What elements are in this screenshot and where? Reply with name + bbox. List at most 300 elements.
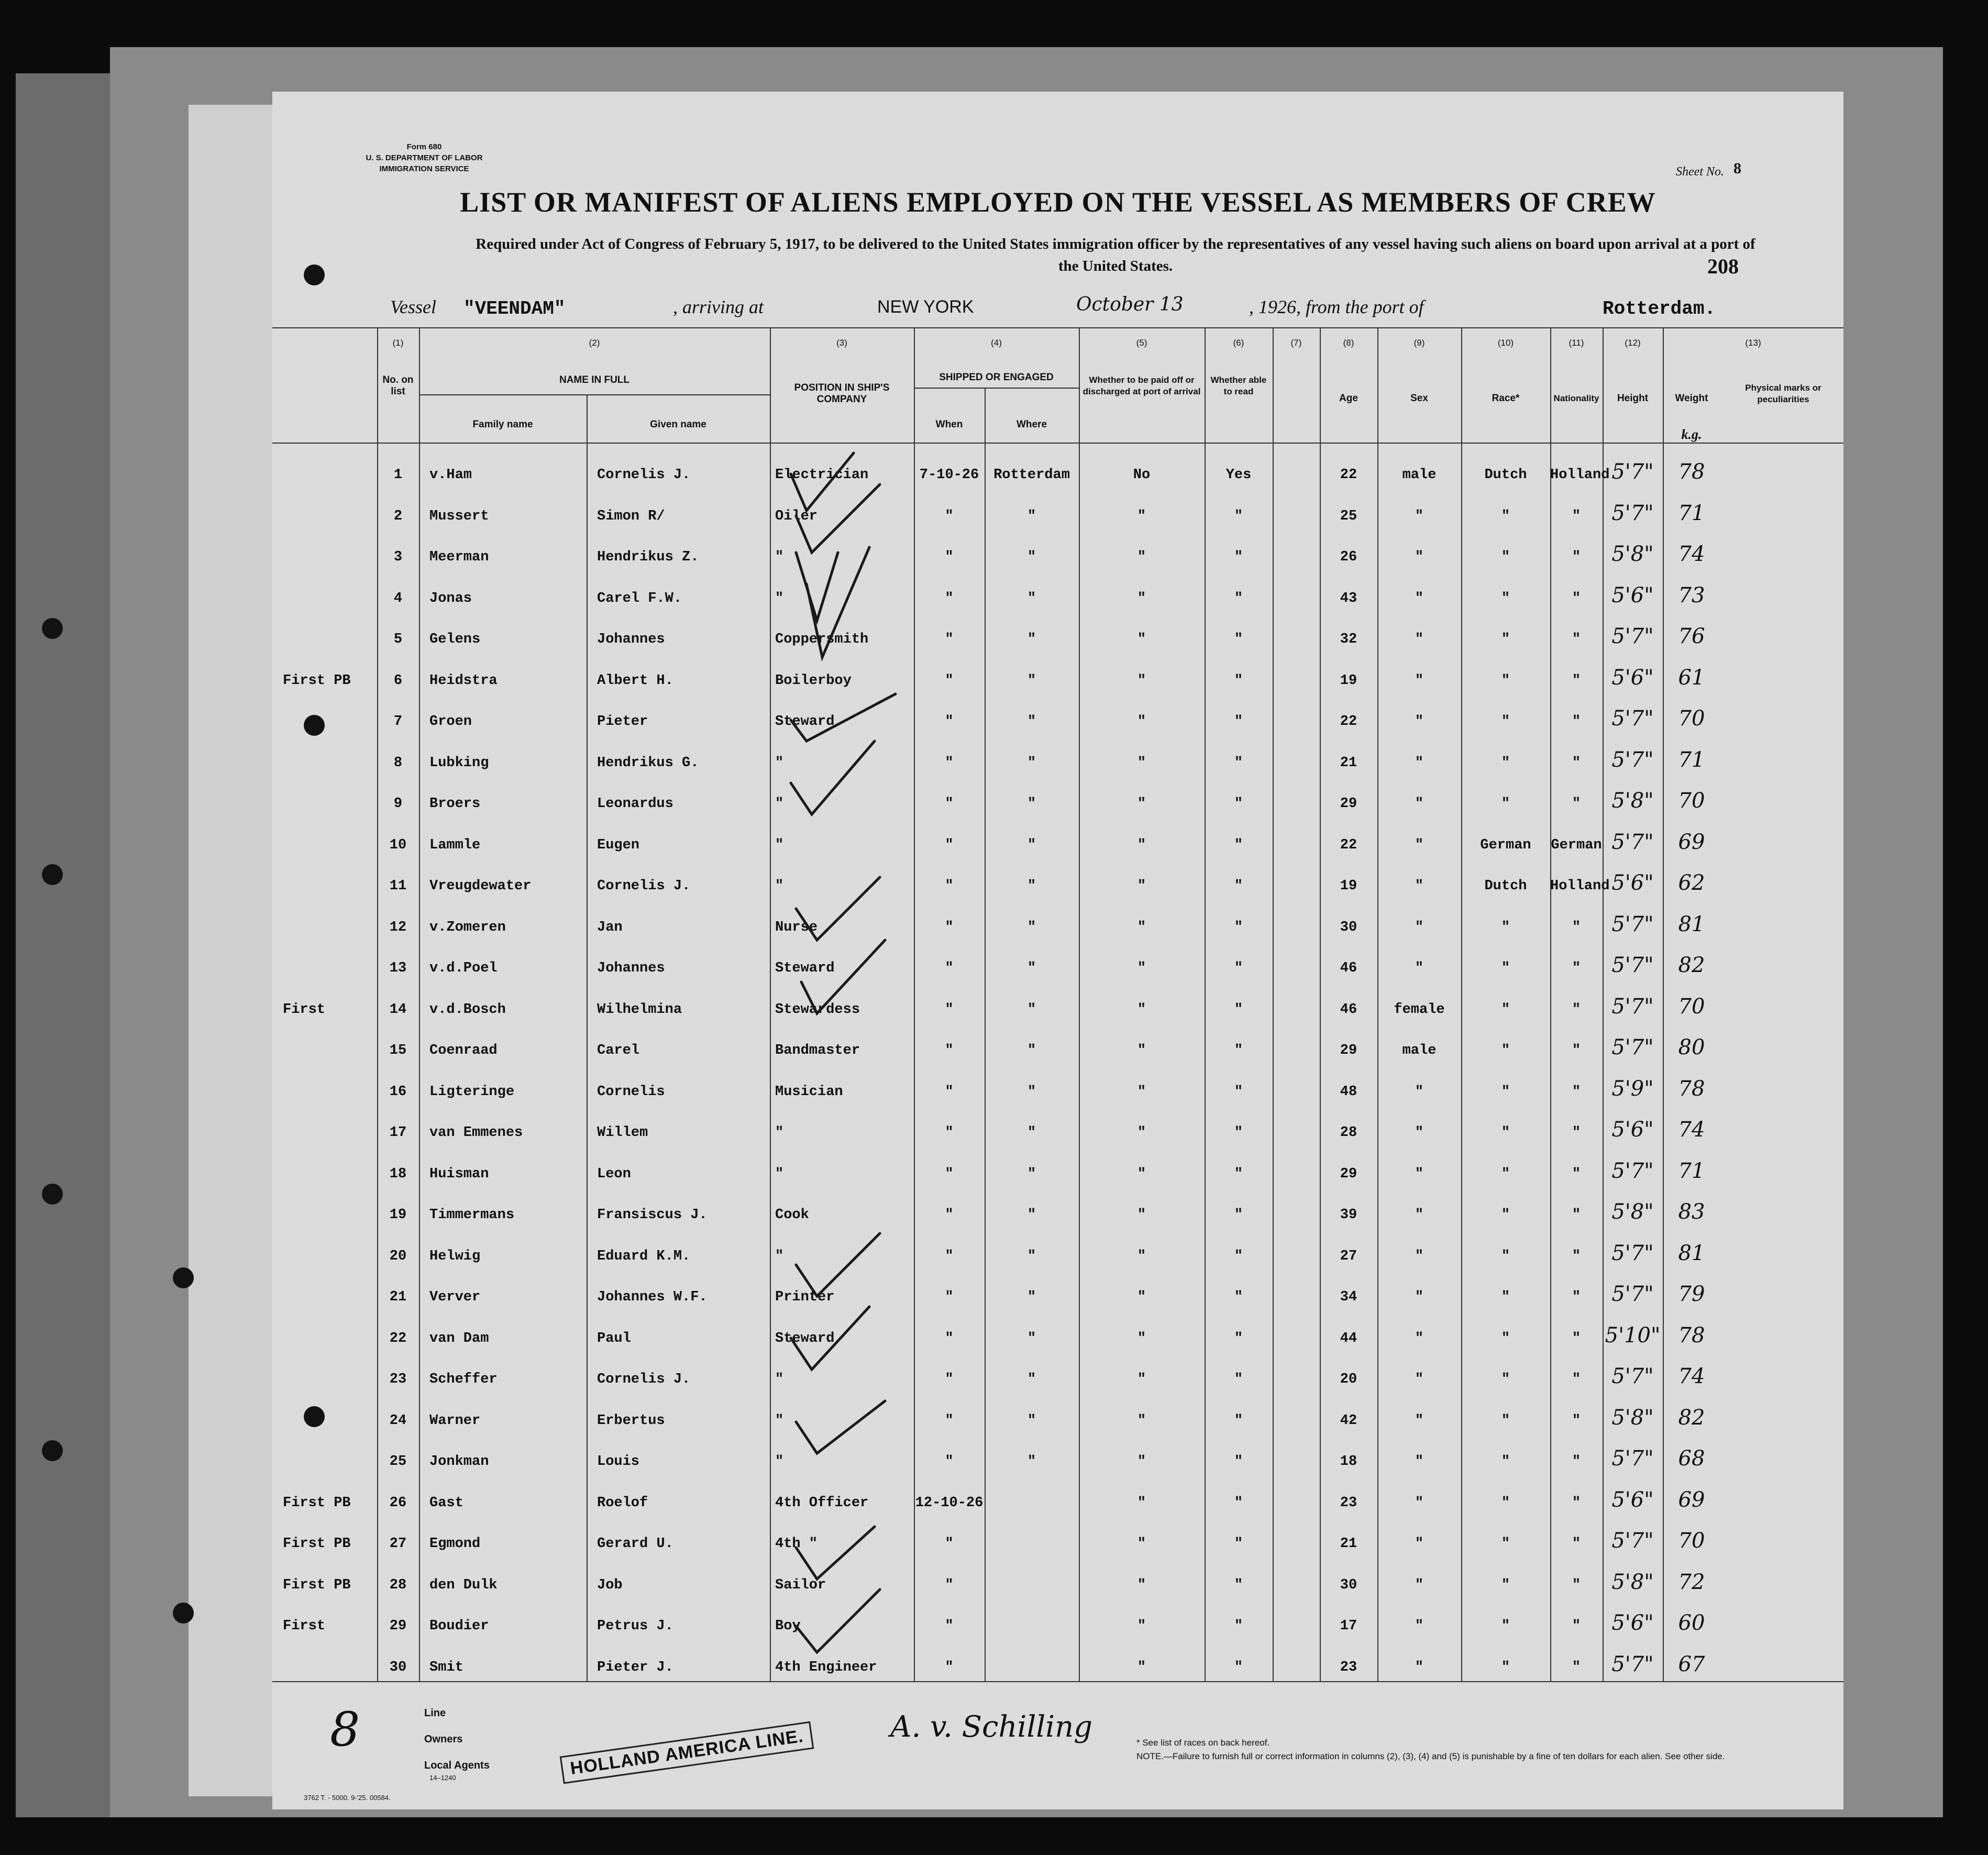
sheet-label: Sheet No. <box>1676 165 1724 179</box>
cell-no: 9 <box>393 796 403 812</box>
cell-no: 10 <box>389 837 407 853</box>
cell-height: 5'7" <box>1611 1529 1654 1553</box>
cell-where: " <box>1027 508 1036 524</box>
owners-label: Owners <box>424 1733 463 1745</box>
col-header-shipped: SHIPPED OR ENGAGED <box>939 372 1054 383</box>
cell-nationality: " <box>1572 590 1581 606</box>
cell-position: " <box>775 796 784 812</box>
cell-race: " <box>1501 590 1510 606</box>
cell-height: 5'8" <box>1611 542 1654 566</box>
cell-when: " <box>945 1330 954 1346</box>
cell-no: 3 <box>393 549 403 565</box>
cell-nationality: " <box>1572 1536 1581 1552</box>
cell-nationality: " <box>1572 1125 1581 1141</box>
cell-family: Jonas <box>429 590 472 606</box>
cell-height: 5'7" <box>1611 706 1654 731</box>
cell-sex: " <box>1415 1289 1424 1305</box>
cell-paid: " <box>1137 1618 1146 1634</box>
cell-no: 12 <box>389 919 407 935</box>
vessel-name: "VEENDAM" <box>463 298 566 319</box>
crew-row <box>272 1566 1843 1605</box>
cell-where: " <box>1027 796 1036 812</box>
cell-age: 26 <box>1340 549 1357 565</box>
cell-race: " <box>1501 755 1510 771</box>
cell-sex: " <box>1415 1618 1424 1634</box>
cell-when: " <box>945 1618 954 1634</box>
cell-read: " <box>1234 1618 1243 1634</box>
sheet-number: 8 <box>1733 160 1741 177</box>
cell-family: van Dam <box>429 1330 489 1346</box>
cell-race: " <box>1501 1001 1510 1018</box>
cell-given: Johannes <box>597 960 665 976</box>
footnotes <box>1136 1736 1725 1763</box>
cell-where: " <box>1027 1372 1036 1387</box>
cell-family: v.Zomeren <box>429 919 506 935</box>
cell-paid: " <box>1137 837 1146 853</box>
cell-weight: 82 <box>1678 1405 1705 1430</box>
cell-position: Boy <box>775 1618 801 1634</box>
cell-family: Jonkman <box>429 1454 489 1470</box>
cell-race: " <box>1501 1166 1510 1182</box>
cell-no: 6 <box>393 672 403 689</box>
cell-paid: " <box>1137 755 1146 771</box>
cell-race: " <box>1501 1412 1510 1429</box>
cell-position: 4th " <box>775 1536 818 1552</box>
cell-read: " <box>1234 1001 1243 1018</box>
form-number: Form 680 <box>406 142 442 151</box>
cell-position: Steward <box>775 960 835 976</box>
cell-no: 2 <box>393 508 403 524</box>
cell-family: Groen <box>429 714 472 730</box>
cell-no: 29 <box>389 1618 407 1634</box>
cell-read: " <box>1234 1412 1243 1429</box>
cell-read: " <box>1234 919 1243 935</box>
cell-position: " <box>775 590 784 606</box>
cell-paid: " <box>1137 1207 1146 1223</box>
cell-no: 21 <box>389 1289 407 1305</box>
cell-when: " <box>945 672 954 689</box>
cell-age: 19 <box>1340 672 1357 689</box>
cell-paid: " <box>1137 1043 1146 1058</box>
crew-row <box>272 785 1843 824</box>
cell-nationality: Holland <box>1550 467 1610 483</box>
cell-given: Cornelis <box>597 1084 665 1100</box>
cell-race: " <box>1501 919 1510 935</box>
cell-race: " <box>1501 1330 1510 1346</box>
cell-age: 29 <box>1340 1166 1357 1182</box>
table-header-rule <box>272 443 1843 444</box>
col-number: (7) <box>1290 338 1302 348</box>
cell-paid: " <box>1137 590 1146 606</box>
cell-where: " <box>1027 960 1036 976</box>
print-code: 3762 T. - 5000. 9-'25. 00584. <box>304 1794 391 1802</box>
agents-label: Local Agents <box>424 1760 490 1771</box>
cell-family: Heidstra <box>429 672 498 689</box>
cell-given: Johannes W.F. <box>597 1289 708 1305</box>
cell-where: " <box>1027 1043 1036 1058</box>
cell-height: 5'7" <box>1611 501 1654 525</box>
cell-paid: " <box>1137 1495 1146 1511</box>
col-number: (3) <box>836 338 847 348</box>
cell-when: " <box>945 1289 954 1305</box>
cell-height: 5'8" <box>1611 1570 1654 1594</box>
cell-paid: " <box>1137 1659 1146 1675</box>
arrival-date: October 13 <box>1076 294 1184 315</box>
cell-paid: No <box>1133 467 1151 483</box>
cell-no: 23 <box>389 1372 407 1387</box>
cell-weight: 71 <box>1678 1158 1705 1183</box>
cell-read: " <box>1234 796 1243 812</box>
cell-nationality: German <box>1551 837 1602 853</box>
cell-weight: 69 <box>1678 830 1705 854</box>
cell-no: 25 <box>389 1454 407 1470</box>
cell-height: 5'7" <box>1611 1447 1654 1471</box>
crew-row <box>272 1442 1843 1482</box>
cell-nationality: Holland <box>1550 878 1610 894</box>
manifest-sheet <box>272 92 1843 1809</box>
cell-where: " <box>1027 1084 1036 1100</box>
cell-nationality: " <box>1572 1454 1581 1470</box>
cell-where: " <box>1027 1330 1036 1346</box>
cell-read: " <box>1234 1330 1243 1346</box>
cell-age: 39 <box>1340 1207 1357 1223</box>
cell-weight: 61 <box>1678 665 1705 690</box>
crew-row <box>272 538 1843 577</box>
cell-no: 8 <box>393 755 403 771</box>
cell-read: " <box>1234 632 1243 647</box>
cell-age: 22 <box>1340 837 1357 853</box>
cell-when: " <box>945 714 954 730</box>
cell-race: " <box>1501 960 1510 976</box>
cell-margin: First <box>283 1001 326 1018</box>
cell-race: " <box>1501 1289 1510 1305</box>
cell-weight: 80 <box>1678 1035 1705 1059</box>
cell-given: Eduard K.M. <box>597 1248 691 1264</box>
check-marks <box>775 448 922 1673</box>
cell-given: Wilhelmina <box>597 1001 682 1018</box>
cell-when: " <box>945 1577 954 1593</box>
col-number: (5) <box>1136 338 1147 348</box>
cell-where: " <box>1027 1454 1036 1470</box>
cell-sex: " <box>1415 755 1424 771</box>
cell-family: v.d.Poel <box>429 960 498 976</box>
cell-age: 23 <box>1340 1659 1357 1675</box>
arriving-label: , arriving at <box>673 296 764 317</box>
cell-race: Dutch <box>1484 467 1527 483</box>
cell-no: 7 <box>393 714 403 730</box>
cell-position: Sailor <box>775 1577 826 1593</box>
cell-when: " <box>945 1125 954 1141</box>
cell-position: " <box>775 1125 784 1141</box>
crew-row <box>272 990 1843 1030</box>
cell-where: Rotterdam <box>993 467 1070 483</box>
page-title: LIST OR MANIFEST OF ALIENS EMPLOYED ON THE VESSEL AS MEMBERS OF CREW <box>460 186 1656 218</box>
cell-when: " <box>945 632 954 647</box>
cell-height: 5'6" <box>1611 1487 1654 1512</box>
cell-sex: " <box>1415 837 1424 853</box>
cell-height: 5'7" <box>1611 1364 1654 1388</box>
cell-where: " <box>1027 837 1036 853</box>
cell-position: " <box>775 1412 784 1429</box>
cell-paid: " <box>1137 1330 1146 1346</box>
line-stamp: HOLLAND AMERICA LINE. <box>560 1721 814 1784</box>
crew-row <box>272 949 1843 988</box>
cell-nationality: " <box>1572 1084 1581 1100</box>
cell-sex: female <box>1394 1001 1445 1018</box>
cell-no: 17 <box>389 1125 407 1141</box>
cell-given: Paul <box>597 1330 631 1346</box>
cell-paid: " <box>1137 796 1146 812</box>
cell-paid: " <box>1137 632 1146 647</box>
cell-weight: 76 <box>1678 624 1705 648</box>
col-header-marks: Physical marks or peculiarities <box>1745 383 1821 404</box>
cell-where: " <box>1027 1248 1036 1264</box>
cell-when: " <box>945 1536 954 1552</box>
col-header-read: Whether able to read <box>1210 375 1267 396</box>
cell-sex: " <box>1415 1495 1424 1511</box>
cell-race: " <box>1501 1125 1510 1141</box>
cell-sex: " <box>1415 1248 1424 1264</box>
cell-height: 5'8" <box>1611 789 1654 813</box>
cell-race: " <box>1501 508 1510 524</box>
cell-no: 18 <box>389 1166 407 1182</box>
cell-sex: " <box>1415 590 1424 606</box>
cell-height: 5'6" <box>1611 665 1654 690</box>
cell-nationality: " <box>1572 960 1581 976</box>
cell-age: 21 <box>1340 1536 1357 1552</box>
cell-race: " <box>1501 1577 1510 1593</box>
cell-no: 1 <box>393 467 403 483</box>
cell-age: 32 <box>1340 632 1357 647</box>
cell-read: " <box>1234 1043 1243 1058</box>
cell-given: Albert H. <box>597 672 673 689</box>
cell-weight: 78 <box>1678 1323 1705 1348</box>
cell-sex: " <box>1415 1166 1424 1182</box>
cell-sex: " <box>1415 1454 1424 1470</box>
cell-position: 4th Engineer <box>775 1659 877 1675</box>
cell-weight: 74 <box>1678 542 1705 566</box>
cell-family: den Dulk <box>429 1577 498 1593</box>
punch-hole <box>42 618 63 639</box>
cell-no: 19 <box>389 1207 407 1223</box>
cell-age: 29 <box>1340 1043 1357 1058</box>
cell-weight: 71 <box>1678 501 1705 525</box>
col-header-sex: Sex <box>1410 393 1428 404</box>
col-header-height: Height <box>1617 393 1649 404</box>
punch-hole <box>304 264 325 285</box>
cell-family: Warner <box>429 1412 481 1429</box>
cell-position: " <box>775 878 784 894</box>
cell-when: " <box>945 837 954 853</box>
cell-read: " <box>1234 549 1243 565</box>
cell-nationality: " <box>1572 1330 1581 1346</box>
cell-weight: 71 <box>1678 747 1705 772</box>
cell-weight: 79 <box>1678 1282 1705 1306</box>
cell-position: " <box>775 549 784 565</box>
cell-position: " <box>775 1372 784 1387</box>
cell-height: 5'7" <box>1611 953 1654 977</box>
cell-position: Coppersmith <box>775 632 869 647</box>
cell-weight: 83 <box>1678 1200 1705 1224</box>
cell-when: " <box>945 1659 954 1675</box>
cell-given: Cornelis J. <box>597 467 691 483</box>
cell-paid: " <box>1137 672 1146 689</box>
cell-no: 16 <box>389 1084 407 1100</box>
cell-no: 26 <box>389 1495 407 1511</box>
cell-race: " <box>1501 1618 1510 1634</box>
cell-family: Broers <box>429 796 481 812</box>
crew-row <box>272 1113 1843 1153</box>
cell-read: " <box>1234 714 1243 730</box>
cell-height: 5'6" <box>1611 871 1654 895</box>
cell-race: " <box>1501 1495 1510 1511</box>
cell-age: 18 <box>1340 1454 1357 1470</box>
cell-height: 5'7" <box>1611 1282 1654 1306</box>
cell-height: 5'7" <box>1611 460 1654 484</box>
cell-when: " <box>945 1166 954 1182</box>
cell-sex: " <box>1415 1207 1424 1223</box>
cell-given: Carel <box>597 1043 640 1058</box>
cell-family: Smit <box>429 1659 463 1675</box>
cell-given: Simon R/ <box>597 508 665 524</box>
cell-read: " <box>1234 755 1243 771</box>
cell-weight: 70 <box>1678 706 1705 731</box>
cell-no: 5 <box>393 632 403 647</box>
cell-race: " <box>1501 1659 1510 1675</box>
cell-nationality: " <box>1572 1618 1581 1634</box>
header-subrule <box>914 388 1079 389</box>
cell-height: 5'6" <box>1611 1611 1654 1635</box>
cell-where: " <box>1027 590 1036 606</box>
crew-row <box>272 702 1843 742</box>
arrival-port: NEW YORK <box>877 297 974 317</box>
cell-age: 25 <box>1340 508 1357 524</box>
cell-given: Leonardus <box>597 796 673 812</box>
page-number: 208 <box>1707 255 1739 278</box>
cell-family: Helwig <box>429 1248 481 1264</box>
cell-when: " <box>945 878 954 894</box>
cell-race: " <box>1501 1372 1510 1387</box>
cell-sex: " <box>1415 1536 1424 1552</box>
cell-sex: " <box>1415 878 1424 894</box>
crew-row <box>272 1196 1843 1235</box>
cell-family: Gelens <box>429 632 481 647</box>
cell-family: Scheffer <box>429 1372 498 1387</box>
col-header-position: POSITION IN SHIP'S COMPANY <box>794 382 890 405</box>
col-number: (10) <box>1497 338 1514 348</box>
race-footnote: * See list of races on back hereof. <box>1136 1738 1270 1748</box>
cell-family: Mussert <box>429 508 489 524</box>
cell-position: 4th Officer <box>775 1495 869 1511</box>
punch-hole <box>173 1603 194 1624</box>
cell-nationality: " <box>1572 1495 1581 1511</box>
cell-read: " <box>1234 878 1243 894</box>
cell-sex: " <box>1415 1372 1424 1387</box>
page-subtitle: Required under Act of Congress of February 5, 1917, to be delivered to the United States immigration officer by the representatives of any vessel having such aliens on board upon arrival at a port of the United States. <box>476 236 1755 274</box>
crew-row <box>272 1484 1843 1523</box>
cell-where: " <box>1027 755 1036 771</box>
cell-weight: 70 <box>1678 789 1705 813</box>
crew-row <box>272 661 1843 701</box>
cell-when: " <box>945 549 954 565</box>
punch-hole <box>42 1440 63 1461</box>
cell-no: 24 <box>389 1412 407 1429</box>
cell-race: " <box>1501 796 1510 812</box>
cell-where: " <box>1027 919 1036 935</box>
cell-nationality: " <box>1572 1659 1581 1675</box>
crew-row <box>272 497 1843 536</box>
cell-sex: male <box>1402 467 1437 483</box>
col-header-age: Age <box>1339 393 1358 404</box>
cell-paid: " <box>1137 1536 1146 1552</box>
crew-row <box>272 1319 1843 1359</box>
cell-family: Vreugdewater <box>429 878 532 894</box>
cell-race: Dutch <box>1484 878 1527 894</box>
col-header-given: Given name <box>650 419 706 430</box>
cell-height: 5'7" <box>1611 912 1654 936</box>
cell-position: " <box>775 1248 784 1264</box>
officer-signature: A. v. Schilling <box>890 1710 1092 1744</box>
cell-sex: " <box>1415 1659 1424 1675</box>
service-name: IMMIGRATION SERVICE <box>379 164 469 173</box>
cell-weight: 78 <box>1678 1076 1705 1101</box>
form-header <box>335 141 513 174</box>
cell-when: " <box>945 1454 954 1470</box>
col-header-family: Family name <box>472 419 533 430</box>
cell-read: " <box>1234 508 1243 524</box>
agents-code: 14–1240 <box>429 1774 456 1782</box>
cell-weight: 70 <box>1678 1529 1705 1553</box>
cell-read: " <box>1234 1659 1243 1675</box>
cell-given: Pieter <box>597 714 648 730</box>
cell-paid: " <box>1137 1289 1146 1305</box>
cell-where: " <box>1027 1166 1036 1182</box>
crew-row <box>272 1237 1843 1276</box>
crew-row <box>272 1278 1843 1317</box>
col-header-weight: Weight <box>1675 393 1708 404</box>
cell-given: Cornelis J. <box>597 878 691 894</box>
cell-no: 22 <box>389 1330 407 1346</box>
cell-paid: " <box>1137 714 1146 730</box>
cell-nationality: " <box>1572 1577 1581 1593</box>
crew-row <box>272 1360 1843 1399</box>
crew-row <box>272 1648 1843 1687</box>
cell-given: Carel F.W. <box>597 590 682 606</box>
cell-age: 30 <box>1340 1577 1357 1593</box>
cell-read: " <box>1234 960 1243 976</box>
cell-when: " <box>945 960 954 976</box>
col-number: (11) <box>1569 338 1584 348</box>
cell-no: 14 <box>389 1001 407 1018</box>
cell-given: Willem <box>597 1125 648 1141</box>
cell-height: 5'7" <box>1611 1035 1654 1059</box>
col-header-nationality: Nationality <box>1553 393 1599 403</box>
cell-when: " <box>945 755 954 771</box>
cell-weight: 74 <box>1678 1364 1705 1388</box>
cell-family: Gast <box>429 1495 463 1511</box>
cell-family: Huisman <box>429 1166 489 1182</box>
cell-where: " <box>1027 1207 1036 1223</box>
cell-where: " <box>1027 878 1036 894</box>
cell-given: Cornelis J. <box>597 1372 691 1387</box>
cell-paid: " <box>1137 1166 1146 1182</box>
cell-read: " <box>1234 1372 1243 1387</box>
cell-height: 5'10" <box>1605 1323 1661 1348</box>
cell-height: 5'8" <box>1611 1200 1654 1224</box>
cell-when: " <box>945 919 954 935</box>
cell-weight: 82 <box>1678 953 1705 977</box>
cell-when: " <box>945 796 954 812</box>
